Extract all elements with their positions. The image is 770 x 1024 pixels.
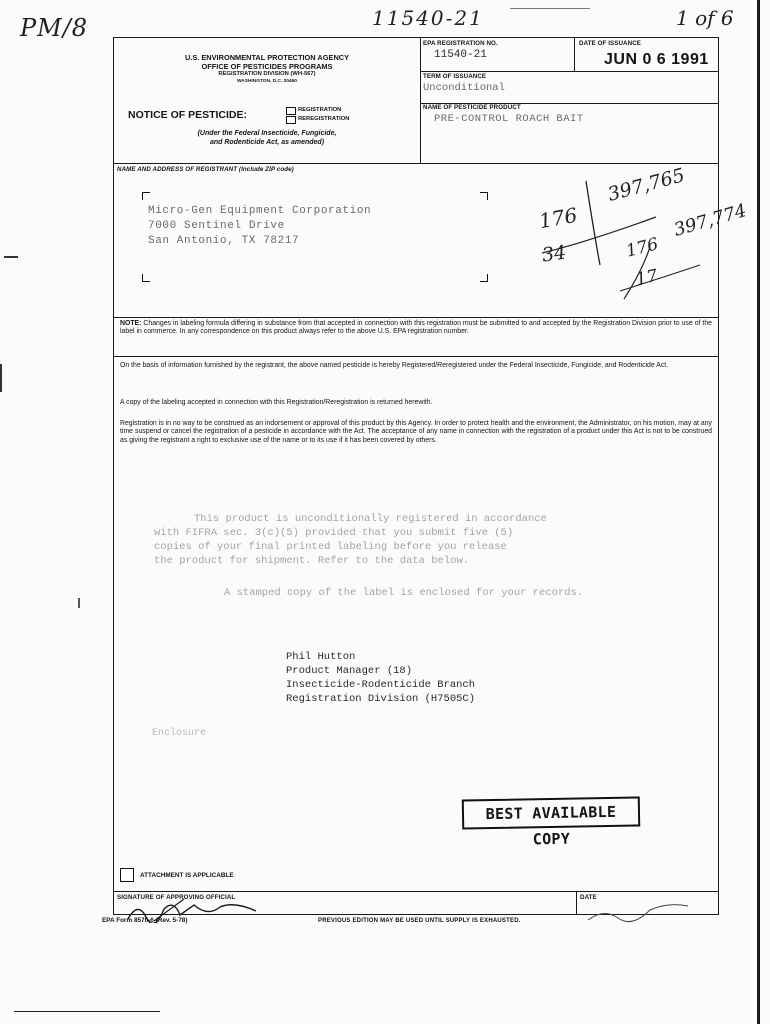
pesticide-notice-form — [113, 37, 749, 915]
term-value: Unconditional — [423, 82, 505, 94]
product-label: NAME OF PESTICIDE PRODUCT — [423, 104, 521, 111]
margin-note-reg-number: 11540-21 — [372, 6, 484, 30]
body-line-2: with FIFRA sec. 3(c)(5) provided that you submit five (5) — [154, 527, 514, 539]
handwritten-number: 397,774 — [671, 200, 749, 241]
agency-address: WASHINGTON, D.C. 20460 — [237, 79, 297, 84]
margin-mark — [4, 256, 18, 258]
signer-division: Registration Division (H7505C) — [286, 693, 476, 705]
body-line-1: This product is unconditionally registered in accordance — [194, 513, 547, 525]
bracket-bottom-right — [480, 274, 488, 282]
registration-checkbox[interactable] — [286, 107, 296, 115]
note-top — [114, 317, 718, 318]
best-available-copy-stamp: BEST AVAILABLE COPY — [462, 796, 640, 829]
act-reference-2: and Rodenticide Act, as amended) — [209, 139, 325, 146]
product-value: PRE-CONTROL ROACH BAIT — [434, 113, 584, 125]
bracket-top-right — [480, 192, 488, 200]
note-text — [120, 320, 712, 337]
top-rule — [510, 8, 590, 9]
attachment-label: ATTACHMENT IS APPLICABLE — [140, 872, 234, 879]
basis-paragraph: On the basis of information furnished by the registrant, the above named pesticide is hereby Registered/Reregistered under the Federal Insecticide, Fungicide, and Rodenticide Act. — [120, 362, 669, 369]
reg-no-value: 11540-21 — [434, 49, 487, 61]
notice-title: NOTICE OF PESTICIDE: — [128, 109, 248, 121]
body-line-4: the product for shipment. Refer to the data below. — [154, 555, 470, 567]
handwritten-number: 17 — [634, 265, 660, 291]
handwritten-number: 176 — [537, 202, 579, 234]
handwritten-number: 176 — [624, 234, 661, 262]
date-footer-label: DATE — [580, 894, 597, 901]
signature-label: SIGNATURE OF APPROVING OFFICIAL — [117, 894, 236, 901]
registrant-city: San Antonio, TX 78217 — [148, 235, 300, 247]
margin-mark — [0, 364, 2, 392]
bracket-bottom-left — [142, 274, 150, 282]
header-hline — [420, 71, 718, 72]
note-label: NOTE: — [120, 320, 142, 327]
registration-option-label: REGISTRATION — [298, 107, 342, 113]
date-scribble — [584, 900, 694, 924]
body-line-3: copies of your final printed labeling before you release — [154, 541, 507, 553]
reregistration-checkbox[interactable] — [286, 116, 296, 124]
reg-no-label: EPA REGISTRATION NO. — [423, 40, 498, 47]
agency-division: REGISTRATION DIVISION (WH-567) — [218, 71, 316, 77]
handwritten-number: 34 — [540, 241, 568, 267]
body-line-5: A stamped copy of the label is enclosed for your records. — [224, 587, 584, 599]
form-number: EPA Form 8570-6 (Rev. 5-78) — [102, 917, 188, 924]
footer-divider — [576, 891, 577, 914]
margin-note-page: 1 of 6 — [676, 6, 734, 30]
bracket-top-left — [142, 192, 150, 200]
margin-mark — [78, 598, 80, 608]
date-divider — [574, 38, 575, 71]
margin-note-pm: PM/8 — [20, 14, 89, 42]
registrant-name: Micro-Gen Equipment Corporation — [148, 205, 372, 217]
date-label: DATE OF ISSUANCE — [579, 40, 641, 47]
signer-title: Product Manager (18) — [286, 665, 413, 677]
registrant-street: 7000 Sentinel Drive — [148, 220, 285, 232]
right-edge — [757, 0, 760, 1024]
bottom-rule — [14, 1011, 160, 1012]
agency-office: OFFICE OF PESTICIDES PROGRAMS — [201, 62, 333, 71]
agency-name: U.S. ENVIRONMENTAL PROTECTION AGENCY — [184, 53, 350, 62]
handwritten-strokes — [524, 173, 714, 303]
labeling-paragraph: A copy of the labeling accepted in connection with this Registration/Reregistration is returned herewith. — [120, 399, 433, 406]
header-bottom — [114, 163, 718, 164]
signer-branch: Insecticide-Rodenticide Branch — [286, 679, 476, 691]
disclaimer-paragraph: Registration is in no way to be construed as an indorsement or approval of this product by this Agency. In order to protect health and the environment, the Administrator, on his motion, may at any time suspend or cancel the registration of a pesticide in accordance with the Act. The acceptance of any name in connection with the registration of a product under this Act is not to be construed as giving the registrant a right to exclusive use of the name or to its use if it has been covered by others. — [120, 420, 712, 444]
note-bottom — [114, 356, 718, 357]
signer-name: Phil Hutton — [286, 651, 356, 663]
registrant-label: NAME AND ADDRESS OF REGISTRANT (Include ZIP code) — [117, 166, 294, 173]
enclosure-note: Enclosure — [152, 728, 207, 739]
header-divider — [420, 38, 421, 163]
note-body: Changes in labeling formula differing in substance from that accepted in connection with this registration must be submitted to and accepted by the Registration Division prior to use of the label in commerce. In any correspondence on this product always refer to the above U.S. EPA registration number. — [120, 320, 712, 336]
edition-notice: PREVIOUS EDITION MAY BE USED UNTIL SUPPLY IS EXHAUSTED. — [318, 918, 521, 924]
term-label: TERM OF ISSUANCE — [423, 73, 487, 80]
attachment-checkbox[interactable] — [120, 868, 134, 882]
footer-top — [114, 891, 718, 892]
reregistration-option-label: REREGISTRATION — [298, 116, 350, 122]
date-value: JUN 0 6 1991 — [604, 51, 709, 68]
act-reference: (Under the Federal Insecticide, Fungicide, — [197, 130, 337, 137]
handwritten-number: 397,765 — [605, 164, 688, 206]
